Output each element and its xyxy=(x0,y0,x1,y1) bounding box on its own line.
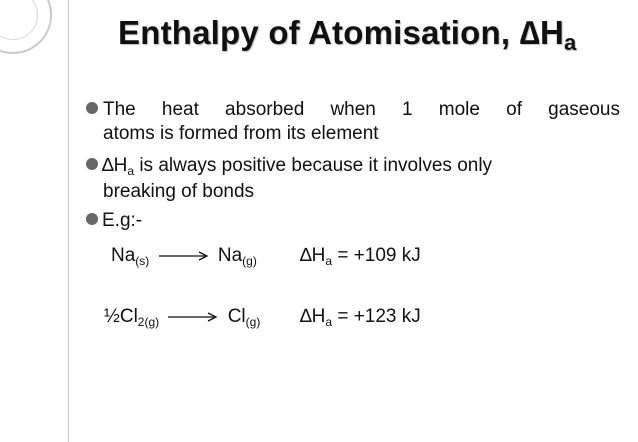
example-1-equation xyxy=(111,243,257,274)
example-1-delta: ∆H xyxy=(300,245,326,266)
example-1-product: Na xyxy=(217,245,243,266)
example-2-reactant-state: 2(g) xyxy=(137,315,160,329)
example-1-product-state: (g) xyxy=(242,254,257,268)
title-text: Enthalpy of Atomisation, ∆H xyxy=(118,14,565,51)
example-2-enthalpy xyxy=(300,304,421,335)
bullet-2-delta-sub: a xyxy=(127,164,135,178)
bullet-1 xyxy=(86,97,102,123)
bullet-1-line-1: The heat absorbed when 1 mole of gaseous xyxy=(103,99,620,120)
reaction-arrow-icon xyxy=(159,251,209,261)
slide-frame-line xyxy=(68,0,69,442)
slide-title xyxy=(118,14,576,56)
bullet-3 xyxy=(86,208,142,234)
bullet-dot-icon xyxy=(86,102,98,114)
bullet-1-line-2: atoms is formed from its element xyxy=(103,123,379,144)
example-1-enthalpy xyxy=(300,243,421,274)
reaction-arrow-icon xyxy=(168,312,218,322)
example-1-reactant: Na xyxy=(111,245,136,266)
bullet-dot-icon xyxy=(86,158,98,170)
example-2-equation xyxy=(104,304,260,335)
bullet-3-line-1: E.g:- xyxy=(102,210,143,231)
bullet-2-line-1: is always positive because it involves only xyxy=(134,155,493,176)
title-subscript: a xyxy=(564,30,577,55)
example-2-delta: ∆H xyxy=(300,306,326,327)
bullet-2-delta: ∆H xyxy=(102,155,128,176)
bullet-2-line-2: breaking of bonds xyxy=(103,181,255,202)
bullet-dot-icon xyxy=(86,213,98,225)
example-1-value: = +109 kJ xyxy=(332,245,421,266)
example-2-product: Cl xyxy=(227,306,246,327)
example-2-delta-sub: a xyxy=(325,315,333,329)
example-2-reactant: ½Cl xyxy=(104,306,138,327)
example-1-delta-sub: a xyxy=(325,254,333,268)
example-1-reactant-state: (s) xyxy=(135,254,150,268)
example-2-value: = +123 kJ xyxy=(332,306,421,327)
example-2-product-state: (g) xyxy=(245,315,261,329)
